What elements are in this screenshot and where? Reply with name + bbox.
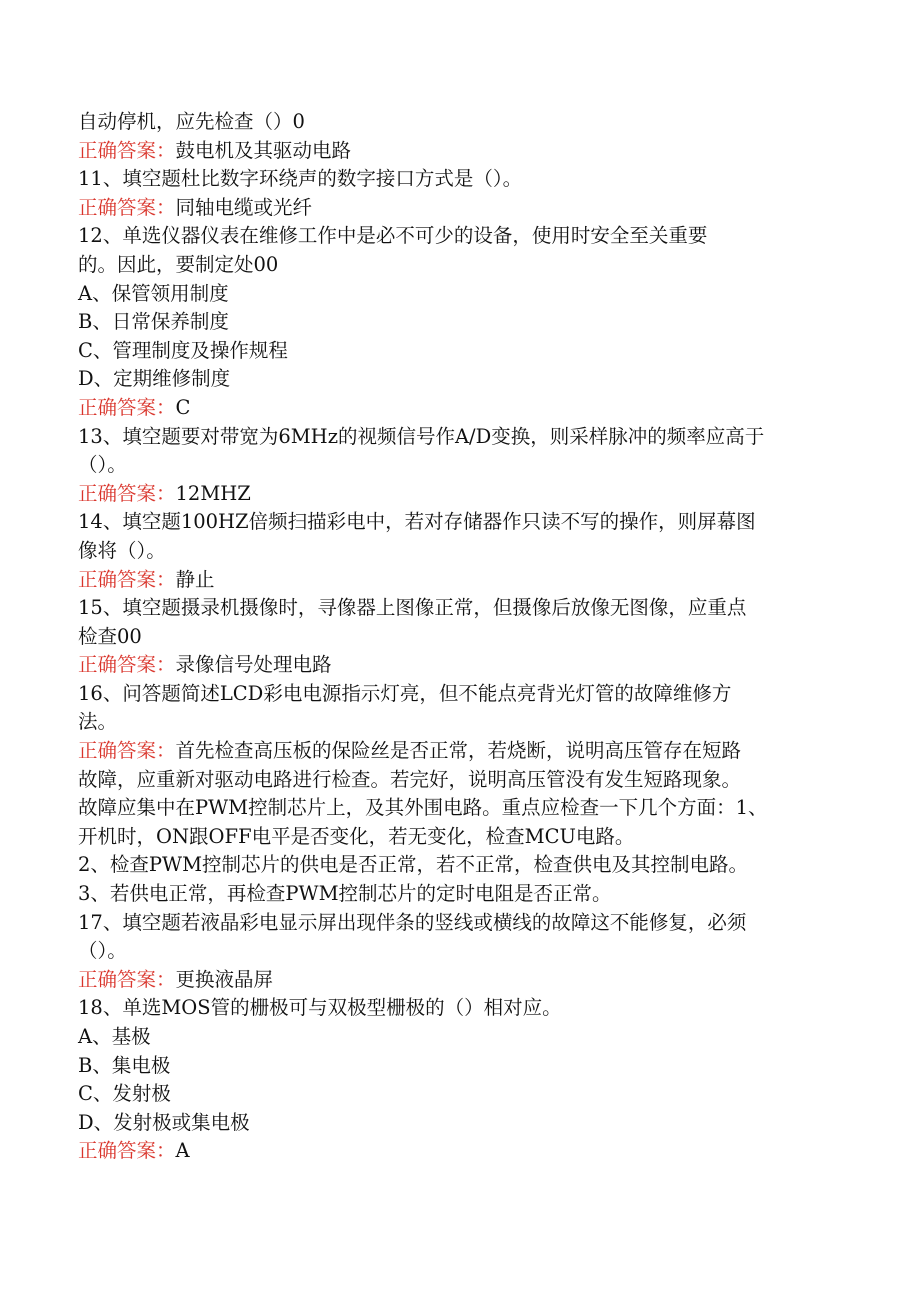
- question-14: 14、填空题100HZ倍频扫描彩电中，若对存储器作只读不写的操作，则屏幕图: [78, 510, 756, 534]
- question-13-cont: （）。: [78, 453, 127, 477]
- question-15-cont: 检查00: [78, 624, 142, 648]
- answer-text: C: [175, 395, 191, 419]
- option-c: C、管理制度及操作规程: [78, 338, 288, 362]
- answer-line: [78, 737, 838, 766]
- question-15: 15、填空题摄录机摄像时，寻像器上图像正常，但摄像后放像无图像，应重点: [78, 596, 747, 620]
- answer-label: 正确答案：: [78, 195, 176, 219]
- answer-text: 鼓电机及其驱动电路: [175, 138, 352, 162]
- question-11: 11、填空题杜比数字环绕声的数字接口方式是（）。: [78, 167, 523, 191]
- answer-line: [78, 651, 838, 680]
- answer-label: 正确答案：: [78, 1139, 176, 1163]
- answer-label: 正确答案：: [78, 653, 176, 677]
- answer-line: [78, 480, 838, 509]
- answer-line: [78, 566, 838, 595]
- question-17-cont: （）。: [78, 939, 127, 963]
- answer-line: [78, 394, 838, 423]
- answer-text: 12MHZ: [175, 481, 251, 505]
- answer-label: 正确答案：: [78, 567, 176, 591]
- answer-label: 正确答案：: [78, 967, 176, 991]
- question-16: 16、问答题简述LCD彩电电源指示灯亮，但不能点亮背光灯管的故障维修方: [78, 681, 732, 705]
- answer-label: 正确答案：: [78, 138, 176, 162]
- question-14-cont: 像将（）。: [78, 538, 166, 562]
- question-17: 17、填空题若液晶彩电显示屏出现伴条的竖线或横线的故障这不能修复，必须: [78, 910, 747, 934]
- answer-text-line: 故障，应重新对驱动电路进行检查。若完好，说明高压管没有发生短路现象。: [78, 767, 742, 791]
- answer-text-line: 开机时，ON跟OFF电平是否变化，若无变化，检查MCU电路。: [78, 824, 635, 848]
- answer-text-line: 3、若供电正常，再检查PWM控制芯片的定时电阻是否正常。: [78, 882, 612, 906]
- answer-text: 静止: [175, 567, 215, 591]
- answer-line: [78, 194, 838, 223]
- answer-text-line: 2、检查PWM控制芯片的供电是否正常，若不正常，检查供电及其控制电路。: [78, 853, 749, 877]
- answer-text: 录像信号处理电路: [175, 653, 332, 677]
- answer-label: 正确答案：: [78, 395, 176, 419]
- answer-label: 正确答案：: [78, 481, 176, 505]
- question-12: 12、单选仪器仪表在维修工作中是必不可少的设备，使用时安全至关重要: [78, 224, 708, 248]
- option-d: D、发射极或集电极: [78, 1110, 250, 1134]
- question-16-cont: 法。: [78, 710, 118, 734]
- answer-text: 同轴电缆或光纤: [175, 195, 313, 219]
- option-a: A、保管领用制度: [78, 281, 229, 305]
- question-12-cont: 的。因此，要制定处00: [78, 252, 279, 276]
- answer-text: A: [175, 1139, 190, 1163]
- answer-label: 正确答案：: [78, 739, 176, 763]
- answer-line: [78, 137, 838, 166]
- answer-text-line: 故障应集中在PWM控制芯片上，及其外围电路。重点应检查一下几个方面：1、: [78, 796, 768, 820]
- document-page: [78, 108, 838, 1166]
- question-text-line: 自动停机，应先检查（）0: [78, 110, 305, 133]
- option-a: A、基极: [78, 1025, 151, 1048]
- option-c: C、发射极: [78, 1082, 171, 1106]
- question-13: 13、填空题要对带宽为6MHz的视频信号作A/D变换，则采样脉冲的频率应高于: [78, 424, 765, 448]
- option-b: B、日常保养制度: [78, 310, 229, 334]
- option-d: D、定期维修制度: [78, 367, 231, 391]
- answer-text: 更换液晶屏: [175, 967, 274, 991]
- answer-line: [78, 1137, 838, 1166]
- answer-line: [78, 966, 838, 995]
- answer-text: 首先检查高压板的保险丝是否正常，若烧断，说明高压管存在短路: [175, 739, 742, 763]
- question-18: 18、单选MOS管的栅极可与双极型栅极的（）相对应。: [78, 996, 562, 1020]
- option-b: B、集电极: [78, 1053, 171, 1077]
